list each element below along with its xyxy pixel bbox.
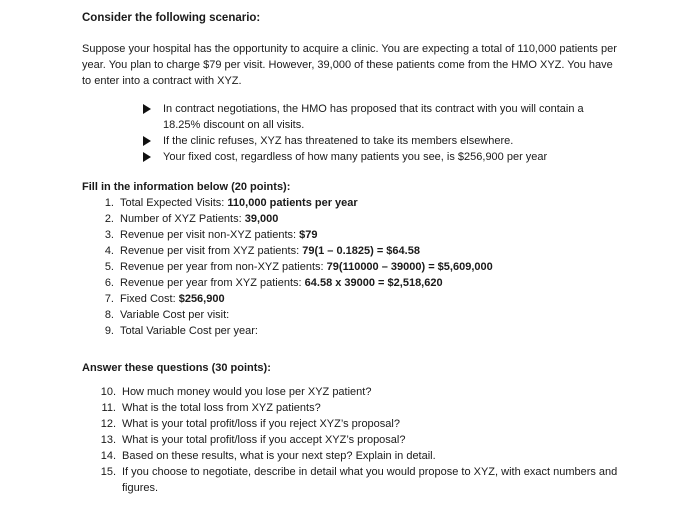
bullet-text: In contract negotiations, the HMO has proposed that its contract with you will contain a 18.25% discount on all visits. [163, 103, 584, 131]
question-number: 11. [101, 402, 116, 414]
question-text: If you choose to negotiate, describe in detail what you would propose to XYZ, with exact numbers and figures. [122, 466, 618, 494]
item-label: Variable Cost per visit: [120, 309, 230, 321]
bullet-item [143, 149, 623, 165]
question-item [98, 400, 638, 416]
item-label: Number of XYZ Patients: [120, 213, 242, 225]
fill-in-item [98, 291, 618, 307]
item-number: 7. [104, 293, 114, 305]
bullet-item [143, 133, 623, 149]
question-number: 14. [100, 450, 116, 462]
scenario-intro-paragraph: Suppose your hospital has the opportunity to acquire a clinic. You are expecting a total of 110,000 patients per year. You plan to charge $79 per visit. However, 39,000 of these patients come from the HMO XYZ. You have to enter into a contract with XYZ. [82, 43, 617, 87]
fill-in-section-title: Fill in the information below (20 points): [82, 181, 291, 193]
item-label: Fixed Cost: [120, 293, 176, 305]
answer-questions-list [98, 384, 638, 496]
scenario-bullet-list [143, 101, 623, 165]
item-label: Revenue per visit from XYZ patients: [120, 245, 300, 257]
item-value: 79(1 – 0.1825) = $64.58 [302, 245, 420, 257]
fill-in-item [98, 211, 618, 227]
item-value: 110,000 patients per year [227, 197, 358, 209]
question-text: What is your total profit/loss if you accept XYZ’s proposal? [122, 434, 406, 446]
item-label: Revenue per year from non-XYZ patients: [120, 261, 324, 273]
item-number: 2. [104, 213, 114, 225]
item-value: 39,000 [244, 213, 279, 225]
item-label: Total Expected Visits: [120, 197, 225, 209]
question-text: How much money would you lose per XYZ patient? [122, 386, 372, 398]
question-text: Based on these results, what is your next step? Explain in detail. [122, 450, 436, 462]
item-label: Revenue per visit non-XYZ patients: [120, 229, 297, 241]
fill-in-item [98, 259, 618, 275]
item-value: $79 [299, 229, 318, 241]
triangle-bullet-icon [143, 152, 151, 162]
triangle-bullet-icon [143, 104, 151, 114]
question-number: 13. [100, 434, 116, 446]
bullet-text: Your fixed cost, regardless of how many patients you see, is $256,900 per year [163, 151, 548, 163]
question-number: 12. [100, 418, 116, 430]
question-number: 10. [100, 386, 116, 398]
item-number: 8. [104, 309, 114, 321]
item-number: 6. [104, 277, 114, 289]
item-value: 79(110000 – 39000) = $5,609,000 [326, 261, 493, 273]
fill-in-item [98, 243, 618, 259]
item-number: 1. [104, 197, 114, 209]
triangle-bullet-icon [143, 136, 151, 146]
item-number: 3. [104, 229, 114, 241]
fill-in-item [98, 307, 618, 323]
fill-in-list [98, 195, 618, 339]
question-item [98, 448, 638, 464]
scenario-heading: Consider the following scenario: [82, 12, 261, 24]
fill-in-item [98, 195, 618, 211]
fill-in-item [98, 275, 618, 291]
question-text: What is your total profit/loss if you reject XYZ’s proposal? [122, 418, 400, 430]
item-number: 4. [104, 245, 114, 257]
item-value: $256,900 [178, 293, 225, 305]
question-text: What is the total loss from XYZ patients? [122, 402, 321, 414]
question-item [98, 416, 638, 432]
item-label: Revenue per year from XYZ patients: [120, 277, 302, 289]
item-value: 64.58 x 39000 = $2,518,620 [304, 277, 443, 289]
question-item [98, 464, 638, 496]
item-number: 5. [104, 261, 114, 273]
bullet-item [143, 101, 623, 133]
bullet-text: If the clinic refuses, XYZ has threatened to take its members elsewhere. [163, 135, 514, 147]
question-item [98, 384, 638, 400]
item-number: 9. [104, 325, 114, 337]
fill-in-item [98, 227, 618, 243]
fill-in-item [98, 323, 618, 339]
question-number: 15. [100, 466, 116, 478]
item-label: Total Variable Cost per year: [120, 325, 258, 337]
question-item [98, 432, 638, 448]
answer-section-title: Answer these questions (30 points): [82, 362, 271, 374]
